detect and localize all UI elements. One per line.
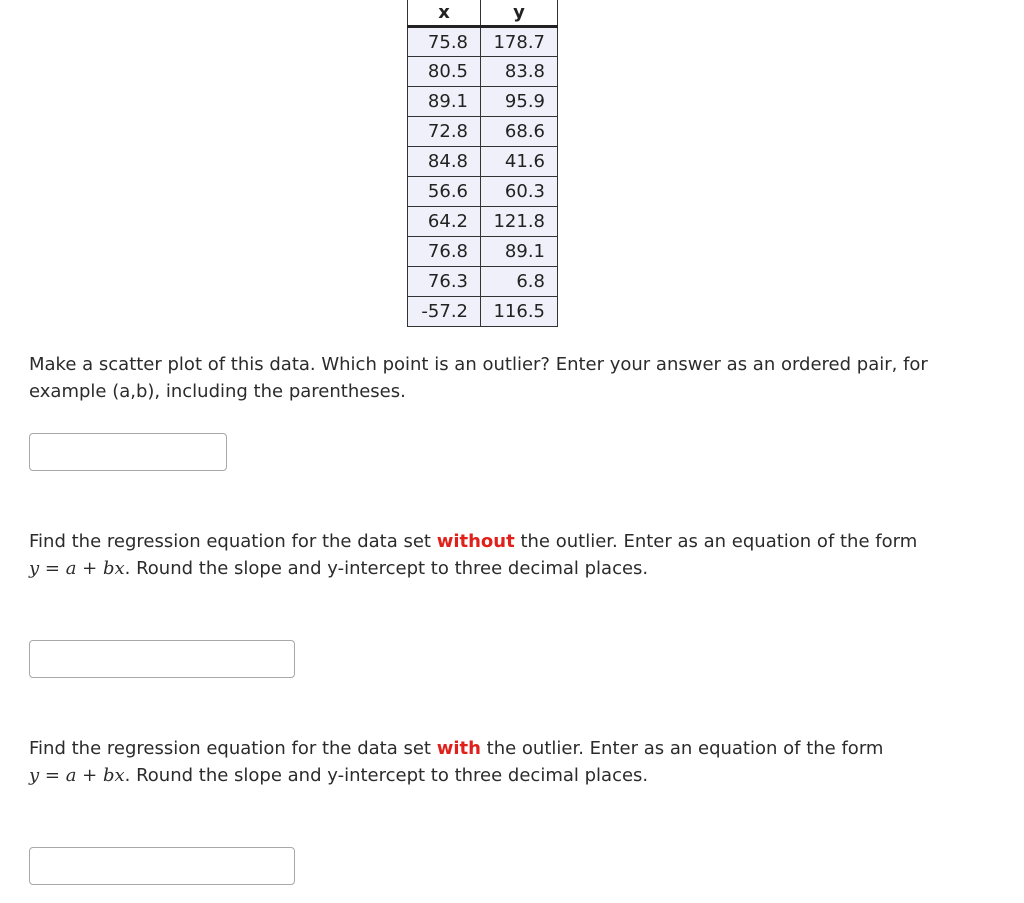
question-text: the outlier. Enter as an equation of the form <box>480 738 884 759</box>
column-header-y: y <box>481 0 558 27</box>
cell-x: 76.8 <box>408 237 481 267</box>
equation-form: y = a + bx <box>29 765 125 786</box>
emphasis-with: with <box>436 738 481 759</box>
cell-x: 80.5 <box>408 57 481 87</box>
table-row <box>408 57 558 87</box>
question-regression-with-outlier <box>29 735 989 789</box>
cell-y: 6.8 <box>481 267 558 297</box>
outlier-answer-input[interactable] <box>29 433 227 471</box>
question-text: . Round the slope and y-intercept to three decimal places. <box>124 558 649 579</box>
cell-y: 116.5 <box>481 297 558 327</box>
cell-y: 60.3 <box>481 177 558 207</box>
table-row <box>408 147 558 177</box>
table-row <box>408 237 558 267</box>
table-row <box>408 297 558 327</box>
cell-y: 89.1 <box>481 237 558 267</box>
regression-without-outlier-input[interactable] <box>29 640 295 678</box>
cell-y: 68.6 <box>481 117 558 147</box>
cell-x: 76.3 <box>408 267 481 297</box>
cell-y: 41.6 <box>481 147 558 177</box>
cell-x: -57.2 <box>408 297 481 327</box>
table-row <box>408 87 558 117</box>
question-text: Find the regression equation for the data set <box>29 531 437 552</box>
cell-x: 64.2 <box>408 207 481 237</box>
cell-x: 89.1 <box>408 87 481 117</box>
question-outlier-text: Make a scatter plot of this data. Which point is an outlier? Enter your answer as an ordered pair, for example (a,b), including the parentheses. <box>29 354 928 402</box>
emphasis-without: without <box>436 531 515 552</box>
cell-x: 56.6 <box>408 177 481 207</box>
table-row <box>408 177 558 207</box>
equation-form: y = a + bx <box>29 558 125 579</box>
question-text: the outlier. Enter as an equation of the form <box>514 531 918 552</box>
cell-y: 178.7 <box>481 27 558 57</box>
column-header-x: x <box>408 0 481 27</box>
table-header-row <box>408 0 558 27</box>
cell-x: 75.8 <box>408 27 481 57</box>
data-table <box>407 0 558 327</box>
table-row <box>408 117 558 147</box>
table-row <box>408 267 558 297</box>
question-regression-without-outlier <box>29 528 989 582</box>
cell-y: 121.8 <box>481 207 558 237</box>
cell-y: 95.9 <box>481 87 558 117</box>
cell-x: 84.8 <box>408 147 481 177</box>
table-row <box>408 27 558 57</box>
regression-with-outlier-input[interactable] <box>29 847 295 885</box>
table-row <box>408 207 558 237</box>
question-text: Find the regression equation for the data set <box>29 738 437 759</box>
question-text: . Round the slope and y-intercept to three decimal places. <box>124 765 649 786</box>
cell-x: 72.8 <box>408 117 481 147</box>
cell-y: 83.8 <box>481 57 558 87</box>
